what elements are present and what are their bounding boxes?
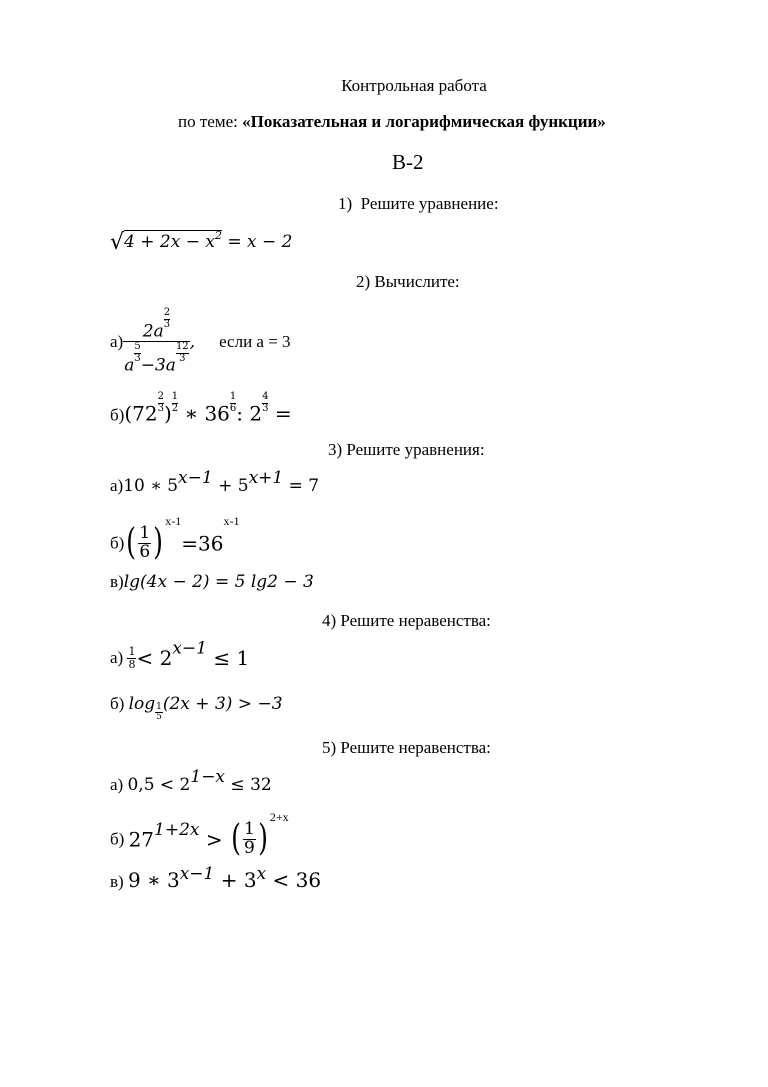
task5b-exp2: 2+x xyxy=(269,810,289,824)
task5a-exp: 1−x xyxy=(190,767,226,787)
exp-num: 2 xyxy=(163,307,171,318)
task3b-fraction xyxy=(138,522,151,562)
task2b-label: б) xyxy=(110,405,125,425)
task3b-rhs: =36 xyxy=(181,531,224,556)
task3c-expression: lg(4x − 2) = 5 lg2 − 3 xyxy=(123,572,314,592)
sqrt-symbol: √ xyxy=(110,230,125,255)
topic-prefix: по теме: xyxy=(178,112,243,131)
numerator-base: 2a xyxy=(142,321,164,342)
task5b-label: б) xyxy=(110,829,129,849)
frac-den: 5 xyxy=(156,712,162,722)
task5c-exp1: x−1 xyxy=(179,864,215,884)
task3a-part1: 10 ∗ 5 xyxy=(123,476,179,496)
exp-num: 5 xyxy=(134,341,141,353)
sqrt-radicand xyxy=(124,230,222,252)
task2b-mid: ∗ 36 xyxy=(178,401,230,426)
task4a-end: ≤ 1 xyxy=(206,646,250,671)
exp-den: 6 xyxy=(229,402,237,414)
task3a-part2: + 5 xyxy=(212,476,249,496)
topic-line xyxy=(178,112,606,132)
title-text: Контрольная работа xyxy=(341,76,487,95)
frac-num: 1 xyxy=(139,522,151,543)
exp-den: 3 xyxy=(179,352,186,364)
right-paren: ) xyxy=(257,818,268,860)
exp-den: 2 xyxy=(171,402,179,414)
exp-num: 2 xyxy=(157,391,164,402)
exp-den: 3 xyxy=(157,402,164,414)
task3b-exp1: x-1 xyxy=(165,514,182,528)
task1-rhs: = x − 2 xyxy=(221,232,293,252)
task2a-label: а) xyxy=(110,331,124,351)
variant-label xyxy=(392,150,424,175)
left-paren: ( xyxy=(231,818,241,860)
frac-den: 9 xyxy=(244,837,255,858)
task2-heading-text: 2) Вычислите: xyxy=(356,272,460,291)
task2b-colon: : 2 xyxy=(236,401,263,426)
task4-heading xyxy=(322,611,491,631)
task1-number: 1) xyxy=(338,194,353,213)
task1-heading-text: Решите уравнение: xyxy=(360,194,499,213)
exp-den: 3 xyxy=(262,402,269,414)
task2a-numerator xyxy=(123,308,189,342)
task5a xyxy=(110,767,272,795)
frac-num: 1 xyxy=(128,645,136,658)
radicand-expr: 4 + 2x − x xyxy=(124,232,215,252)
task4b-log: log xyxy=(128,694,156,714)
task3-heading-text: 3) Решите уравнения: xyxy=(328,440,485,459)
task1-equation xyxy=(110,230,292,255)
task5b-gt: > xyxy=(199,827,229,852)
frac-num: 1 xyxy=(156,701,162,712)
task5a-part1: 0,5 < 2 xyxy=(127,775,191,795)
exp-num: 1 xyxy=(229,391,237,402)
task2-heading xyxy=(356,272,460,292)
task3b-exp2: x-1 xyxy=(223,514,240,528)
task2a-fraction xyxy=(123,308,189,376)
exp-num: 1 xyxy=(171,391,179,402)
task3-heading xyxy=(328,440,485,460)
document-title xyxy=(0,76,768,96)
frac-num: 1 xyxy=(244,818,255,839)
radicand-exponent: 2 xyxy=(214,229,222,242)
task5a-label: а) xyxy=(110,775,128,794)
task3c-label: в) xyxy=(110,572,124,591)
task3a-part3: = 7 xyxy=(283,476,320,496)
numerator-exponent xyxy=(164,308,170,330)
task2a-condition: если a = 3 xyxy=(219,331,291,351)
task2b xyxy=(110,392,292,426)
task3a-exp1: x−1 xyxy=(178,468,213,488)
exp-num: 4 xyxy=(262,391,269,402)
task5b xyxy=(110,810,289,858)
task3a xyxy=(110,468,320,496)
task5b-base: 27 xyxy=(128,827,155,852)
task4b xyxy=(110,694,283,722)
task3b xyxy=(110,514,239,562)
right-paren: ) xyxy=(153,522,164,564)
task1-heading xyxy=(338,194,499,214)
task4a-mid: < 2 xyxy=(136,646,173,671)
task3a-label: а) xyxy=(110,476,124,495)
exp-num: 12 xyxy=(175,341,189,353)
left-paren: ( xyxy=(126,522,137,564)
task2b-close: ) xyxy=(163,401,172,426)
task4b-log-base xyxy=(155,703,163,723)
task2b-base: (72 xyxy=(124,401,158,426)
denominator-mid: −3a xyxy=(140,355,176,376)
task4a-exp: x−1 xyxy=(172,638,207,659)
exp-den: 3 xyxy=(163,318,171,330)
task5c-exp2: x xyxy=(256,864,267,884)
task2b-equals: = xyxy=(268,401,292,426)
task5-heading xyxy=(322,738,491,758)
task4a-label: а) xyxy=(110,648,128,668)
frac-den: 6 xyxy=(139,541,151,562)
task4b-expression: (2x + 3) > −3 xyxy=(162,694,283,714)
task5b-fraction xyxy=(243,818,256,858)
task5c-part3: < 36 xyxy=(266,868,322,892)
topic-title: «Показательная и логарифмическая функции» xyxy=(242,112,606,131)
task3c xyxy=(110,572,314,592)
exp-den: 3 xyxy=(134,352,141,364)
task5c-part1: 9 ∗ 3 xyxy=(127,868,180,892)
task5c-part2: + 3 xyxy=(214,868,257,892)
denominator-base: a xyxy=(124,355,135,376)
task5a-part2: ≤ 32 xyxy=(225,775,272,795)
task2a xyxy=(110,308,291,376)
task2a-comma: , xyxy=(189,331,196,352)
task5-heading-text: 5) Решите неравенства: xyxy=(322,738,491,757)
task4-heading-text: 4) Решите неравенства: xyxy=(322,611,491,630)
frac-den: 8 xyxy=(128,657,136,671)
task2a-denominator xyxy=(123,342,189,375)
task4a xyxy=(110,638,250,671)
task5b-exp: 1+2x xyxy=(154,820,200,840)
variant-text: В-2 xyxy=(392,150,424,174)
task3a-exp2: x+1 xyxy=(248,468,284,488)
denominator-exponent-2 xyxy=(176,342,189,364)
task5c-label: в) xyxy=(110,872,128,891)
task5c xyxy=(110,864,322,892)
task4b-label: б) xyxy=(110,694,129,713)
task3b-label: б) xyxy=(110,533,125,553)
